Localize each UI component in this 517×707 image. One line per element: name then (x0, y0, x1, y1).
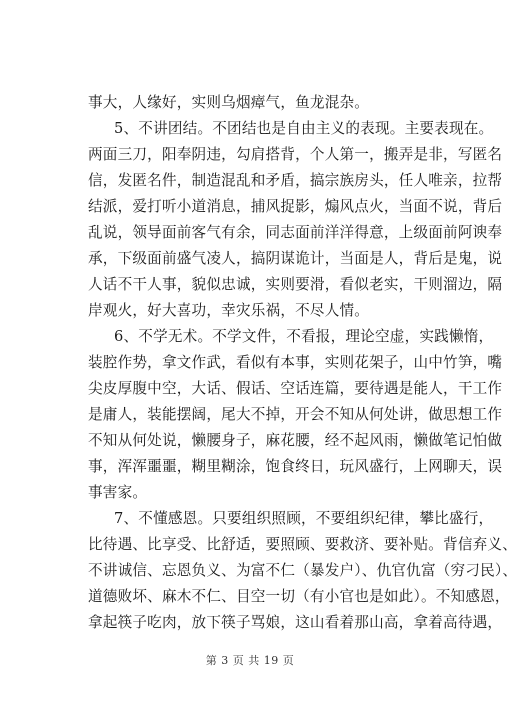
text-line: 乱说，领导面前客气有余，同志面前洋洋得意，上级面前阿谀奉 (88, 224, 503, 241)
text-line: 比待遇、比享受、比舒适，要照顾、要救济、要补贴。背信弃义、 (88, 536, 517, 553)
text-line: 装腔作势，拿文作武，看似有本事，实则花架子，山中竹笋，嘴 (88, 354, 503, 371)
text-line: 尖皮厚腹中空，大话、假话、空话连篇，要待遇是能人，干工作 (88, 380, 503, 397)
text-line: 事大，人缘好，实则乌烟瘴气，鱼龙混杂。 (88, 94, 370, 111)
text-line: 两面三刀，阳奉阴违，勾肩搭背，个人第一，搬弄是非，写匿名 (88, 146, 503, 163)
text-line: 结派，爱打听小道消息，捕风捉影，煽风点火，当面不说，背后 (88, 198, 503, 215)
paragraph (88, 90, 418, 116)
text-line: 6、不学无术。不学文件，不看报，理论空虚，实践懒惰， (114, 328, 494, 345)
text-line: 道德败坏、麻木不仁、目空一切（有小官也是如此）。不知感恩， (88, 588, 510, 605)
text-line: 7、不懂感恩。只要组织照顾，不要组织纪律，攀比盛行， (114, 510, 494, 527)
page-footer: 第 3 页 共 19 页 (205, 654, 295, 667)
paragraph (88, 116, 503, 324)
paragraph (88, 324, 503, 506)
text-line: 是庸人，装能摆阔，尾大不掉，开会不知从何处讲，做思想工作 (88, 406, 503, 423)
document-body (88, 90, 517, 636)
text-line: 不知从何处说，懒腰身子，麻花腰，经不起风雨，懒做笔记怕做 (88, 432, 503, 449)
text-line: 事，浑浑噩噩，糊里糊涂，饱食终日，玩风盛行，上网聊天，误 (88, 458, 503, 475)
text-line: 5、不讲团结。不团结也是自由主义的表现。主要表现在。 (114, 120, 494, 137)
text-line: 信，发匿名件，制造混乱和矛盾，搞宗族房头，任人唯亲，拉帮 (88, 172, 503, 189)
text-line: 岸观火，好大喜功，幸灾乐祸，不尽人情。 (88, 302, 370, 319)
text-line: 事害家。 (88, 484, 148, 501)
paragraph (88, 506, 517, 636)
text-line: 不讲诚信、忘恩负义、为富不仁（暴发户）、仇官仇富（穷刁民）、 (88, 562, 517, 579)
text-line: 拿起筷子吃肉，放下筷子骂娘，这山看着那山高，拿着高待遇， (88, 614, 503, 631)
text-line: 承，下级面前盛气凌人，搞阴谋诡计，当面是人，背后是鬼，说 (88, 250, 503, 267)
text-line: 人话不干人事，貌似忠诚，实则要滑，看似老实，干则溜边，隔 (88, 276, 503, 293)
